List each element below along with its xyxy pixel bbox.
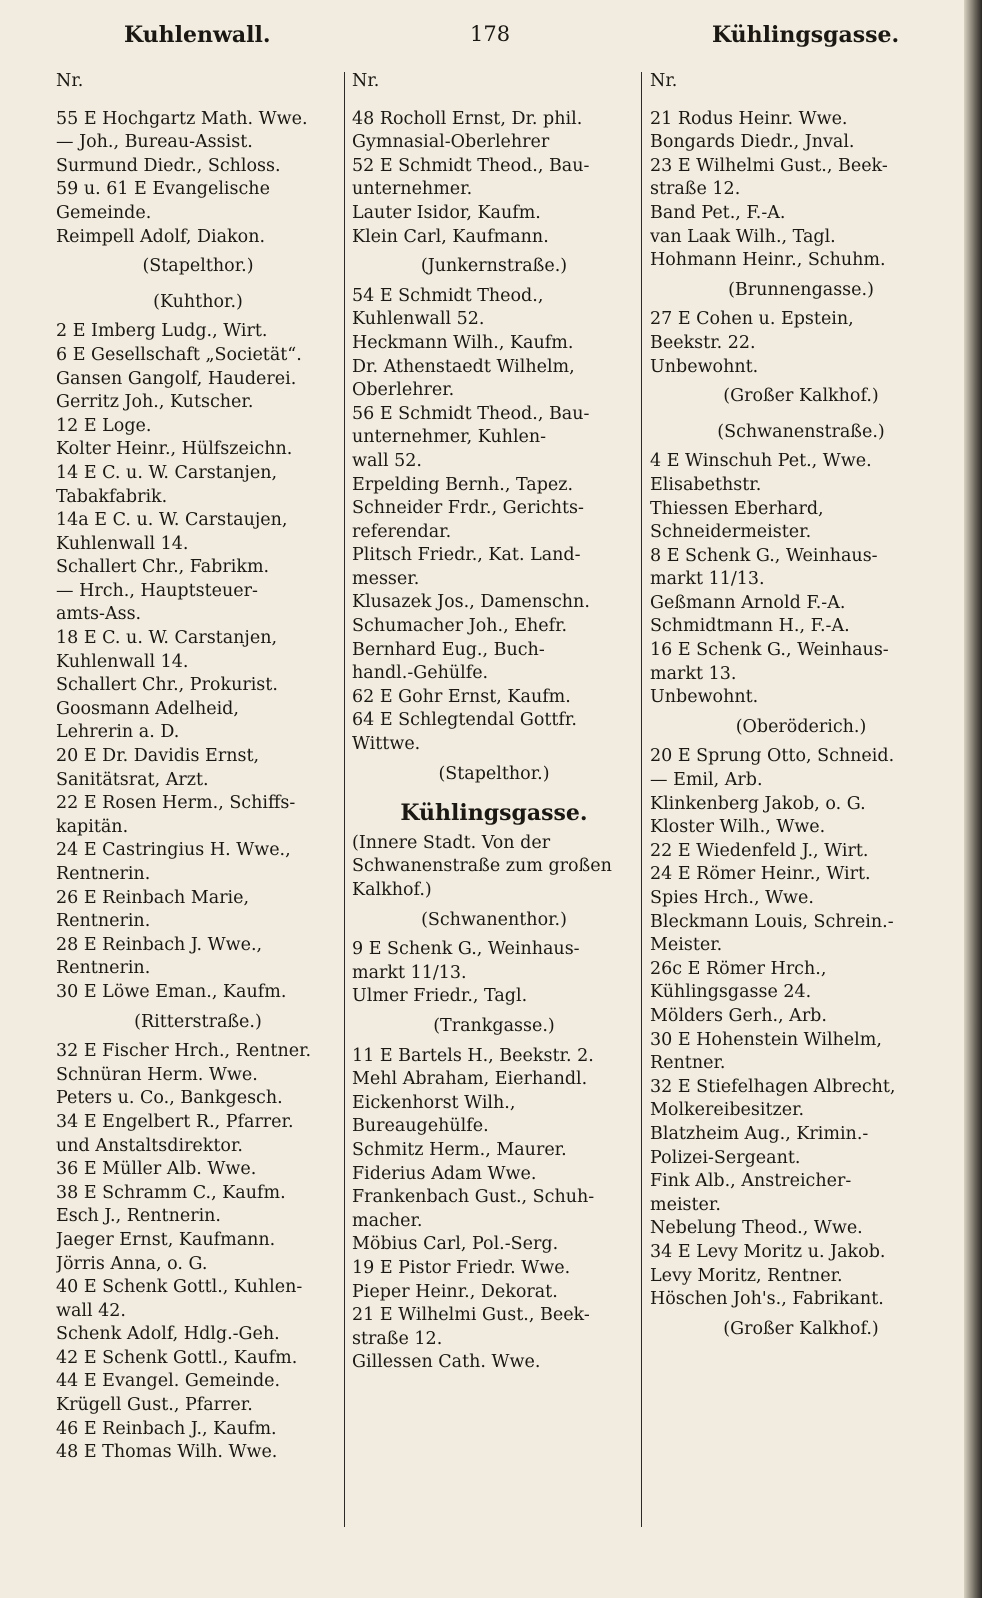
directory-entry: Polizei-Sergeant.	[650, 1147, 801, 1168]
directory-entry: — Emil, Arb.	[650, 770, 763, 791]
directory-entry: 52 E Schmidt Theod., Bau-	[352, 155, 590, 176]
directory-entry: Hohmann Heinr., Schuhm.	[650, 250, 886, 271]
section-heading: (Brunnengasse.)	[728, 279, 874, 300]
directory-entry: Bongards Diedr., Jnval.	[650, 132, 855, 153]
column-label: Nr.	[352, 71, 380, 91]
directory-entry: 24 E Römer Heinr., Wirt.	[650, 864, 871, 885]
directory-entry: 48 Rocholl Ernst, Dr. phil.	[352, 108, 583, 129]
directory-entry: 23 E Wilhelmi Gust., Beek-	[650, 155, 888, 176]
column-divider	[344, 72, 345, 1527]
directory-entry: 14 E C. u. W. Carstanjen,	[56, 462, 278, 483]
directory-entry: Schwanenstraße zum großen	[352, 856, 612, 877]
directory-entry: 28 E Reinbach J. Wwe.,	[56, 934, 263, 955]
directory-entry: 8 E Schenk G., Weinhaus-	[650, 545, 878, 566]
directory-entry: Kuhlenwall 14.	[56, 651, 189, 672]
directory-entry: 32 E Fischer Hrch., Rentner.	[56, 1041, 312, 1062]
directory-entry: Unbewohnt.	[650, 356, 759, 377]
directory-entry: 48 E Thomas Wilh. Wwe.	[56, 1442, 278, 1463]
directory-entry: Kuhlenwall 52.	[352, 309, 485, 330]
section-heading: (Trankgasse.)	[433, 1015, 555, 1036]
column-3	[650, 70, 952, 1530]
section-heading: (Schwanenthor.)	[421, 909, 567, 930]
directory-entry: 2 E Imberg Ludg., Wirt.	[56, 321, 268, 342]
directory-entry: 44 E Evangel. Gemeinde.	[56, 1371, 281, 1392]
directory-entry: Kalkhof.)	[352, 880, 432, 900]
directory-entry: Ulmer Friedr., Tagl.	[352, 986, 528, 1007]
directory-entry: Gansen Gangolf, Hauderei.	[56, 368, 297, 389]
section-heading: (Ritterstraße.)	[134, 1011, 262, 1032]
directory-entry: Plitsch Friedr., Kat. Land-	[352, 545, 581, 566]
directory-entry: Blatzheim Aug., Krimin.-	[650, 1123, 869, 1144]
directory-entry: van Laak Wilh., Tagl.	[650, 226, 836, 247]
directory-entry: Bureaugehülfe.	[352, 1116, 489, 1137]
directory-entry: Rentnerin.	[56, 911, 151, 932]
directory-entry: Kühlingsgasse 24.	[650, 982, 812, 1003]
directory-entry: Schallert Chr., Fabrikm.	[56, 557, 270, 578]
directory-entry: Goosmann Adelheid,	[56, 698, 239, 719]
directory-entry: messer.	[352, 568, 420, 589]
directory-entry: Lehrerin a. D.	[56, 722, 180, 743]
directory-entry: straße 12.	[352, 1328, 443, 1349]
directory-entry: Erpelding Bernh., Tapez.	[352, 474, 574, 495]
directory-entry: Gemeinde.	[56, 202, 152, 223]
directory-entry: 26c E Römer Hrch.,	[650, 958, 827, 979]
directory-entry: Lauter Isidor, Kaufm.	[352, 202, 541, 223]
directory-entry: Rentnerin.	[56, 864, 151, 884]
directory-entry: Heckmann Wilh., Kaufm.	[352, 332, 574, 353]
directory-entry: — Joh., Bureau-Assist.	[56, 132, 253, 153]
section-heading: (Oberöderich.)	[735, 716, 867, 737]
directory-entry: 24 E Castringius H. Wwe.,	[56, 840, 291, 861]
column-label: Nr.	[56, 71, 84, 91]
directory-entry: Jaeger Ernst, Kaufmann.	[56, 1229, 276, 1250]
directory-entry: Kuhlenwall 14.	[56, 533, 189, 554]
directory-entry: 32 E Stiefelhagen Albrecht,	[650, 1076, 896, 1097]
directory-entry: macher.	[352, 1210, 423, 1231]
directory-entry: 22 E Rosen Herm., Schiffs-	[56, 793, 296, 814]
directory-entry: 56 E Schmidt Theod., Bau-	[352, 403, 590, 424]
directory-entry: Jörris Anna, o. G.	[56, 1253, 208, 1274]
directory-entry: 36 E Müller Alb. Wwe.	[56, 1159, 257, 1180]
directory-entry: Kolter Heinr., Hülfszeichn.	[56, 439, 293, 460]
directory-entry: Beekstr. 22.	[650, 332, 756, 353]
directory-entry: Mölders Gerh., Arb.	[650, 1005, 827, 1026]
directory-entry: Klusazek Jos., Damenschn.	[352, 592, 590, 613]
directory-entry: 22 E Wiedenfeld J., Wirt.	[650, 840, 869, 861]
directory-entry: Schallert Chr., Prokurist.	[56, 675, 278, 696]
directory-entry: Spies Hrch., Wwe.	[650, 888, 814, 908]
directory-entry: Sanitätsrat, Arzt.	[56, 769, 209, 790]
directory-entry: Peters u. Co., Bankgesch.	[56, 1088, 283, 1109]
directory-entry: Fiderius Adam Wwe.	[352, 1163, 537, 1184]
directory-entry: Kloster Wilh., Wwe.	[650, 817, 826, 838]
directory-entry: Eickenhorst Wilh.,	[352, 1092, 516, 1113]
page-number: 178	[470, 22, 511, 46]
running-head-right: Kühlingsgasse.	[712, 22, 900, 48]
directory-entry: und Anstaltsdirektor.	[56, 1135, 243, 1156]
directory-entry: 19 E Pistor Friedr. Wwe.	[352, 1257, 571, 1278]
directory-entry: Levy Moritz, Rentner.	[650, 1265, 843, 1286]
directory-entry: Oberlehrer.	[352, 380, 455, 401]
directory-entry: Schmitz Herm., Maurer.	[352, 1139, 567, 1160]
column-1	[56, 70, 340, 1530]
directory-entry: Esch J., Rentnerin.	[56, 1206, 221, 1227]
directory-entry: Tabakfabrik.	[56, 486, 168, 507]
directory-entry: Schumacher Joh., Ehefr.	[352, 616, 568, 637]
directory-entry: (Innere Stadt. Von der	[352, 832, 551, 853]
directory-entry: Schnüran Herm. Wwe.	[56, 1064, 258, 1085]
directory-entry: wall 42.	[56, 1300, 126, 1321]
column-divider	[641, 72, 642, 1527]
directory-entry: 34 E Levy Moritz u. Jakob.	[650, 1241, 886, 1262]
directory-entry: Schneidermeister.	[650, 522, 812, 543]
directory-entry: 46 E Reinbach J., Kaufm.	[56, 1418, 277, 1439]
directory-entry: 42 E Schenk Gottl., Kaufm.	[56, 1347, 298, 1368]
directory-entry: Fink Alb., Anstreicher-	[650, 1171, 852, 1192]
directory-entry: Wittwe.	[352, 734, 421, 755]
directory-entry: 18 E C. u. W. Carstanjen,	[56, 628, 278, 649]
directory-entry: 30 E Löwe Eman., Kaufm.	[56, 981, 287, 1002]
directory-entry: markt 11/13.	[352, 962, 467, 983]
directory-entry: markt 13.	[650, 663, 737, 684]
book-spine-shadow	[964, 0, 982, 1598]
directory-entry: Höschen Joh's., Fabrikant.	[650, 1289, 884, 1310]
directory-entry: Band Pet., F.-A.	[650, 202, 786, 223]
directory-entry: Pieper Heinr., Dekorat.	[352, 1281, 558, 1302]
directory-entry: Rentnerin.	[56, 958, 151, 979]
directory-entry: 38 E Schramm C., Kaufm.	[56, 1182, 286, 1203]
directory-entry: 9 E Schenk G., Weinhaus-	[352, 939, 580, 960]
directory-entry: Surmund Diedr., Schloss.	[56, 155, 281, 176]
section-heading: (Kuhthor.)	[153, 291, 243, 312]
section-heading: (Junkernstraße.)	[420, 256, 568, 277]
directory-entry: 6 E Gesellschaft „Societät“.	[56, 344, 302, 365]
directory-entry: Frankenbach Gust., Schuh-	[352, 1187, 595, 1208]
directory-entry: Krügell Gust., Pfarrer.	[56, 1395, 253, 1416]
directory-entry: kapitän.	[56, 816, 129, 837]
directory-entry: 40 E Schenk Gottl., Kuhlen-	[56, 1277, 303, 1298]
directory-entry: Gillessen Cath. Wwe.	[352, 1352, 541, 1373]
directory-entry: Dr. Athenstaedt Wilhelm,	[352, 356, 575, 377]
directory-entry: unternehmer, Kuhlen-	[352, 427, 547, 448]
directory-entry: 59 u. 61 E Evangelische	[56, 179, 270, 200]
directory-entry: 20 E Dr. Davidis Ernst,	[56, 746, 260, 767]
directory-entry: Thiessen Eberhard,	[650, 498, 824, 519]
directory-entry: 34 E Engelbert R., Pfarrer.	[56, 1111, 294, 1132]
directory-entry: 12 E Loge.	[56, 415, 152, 436]
directory-entry: Schneider Frdr., Gerichts-	[352, 498, 584, 519]
directory-entry: 16 E Schenk G., Weinhaus-	[650, 640, 889, 661]
section-heading: (Großer Kalkhof.)	[723, 386, 879, 407]
directory-entry: 11 E Bartels H., Beekstr. 2.	[352, 1045, 594, 1066]
directory-entry: 14a E C. u. W. Carstaujen,	[56, 510, 288, 531]
directory-entry: 26 E Reinbach Marie,	[56, 887, 250, 908]
directory-entry: 20 E Sprung Otto, Schneid.	[650, 746, 895, 767]
directory-entry: 55 E Hochgartz Math. Wwe.	[56, 108, 308, 129]
directory-entry: Klein Carl, Kaufmann.	[352, 226, 549, 247]
section-heading: (Schwanenstraße.)	[717, 421, 885, 442]
directory-entry: Gerritz Joh., Kutscher.	[56, 392, 254, 413]
directory-entry: referendar.	[352, 521, 452, 542]
directory-entry: Elisabethstr.	[650, 474, 762, 495]
directory-entry: Möbius Carl, Pol.-Serg.	[352, 1234, 559, 1255]
directory-entry: 54 E Schmidt Theod.,	[352, 285, 544, 306]
directory-entry: 21 Rodus Heinr. Wwe.	[650, 108, 848, 129]
directory-entry: Rentner.	[650, 1053, 726, 1074]
section-heading: (Großer Kalkhof.)	[723, 1318, 879, 1339]
directory-entry: — Hrch., Hauptsteuer-	[56, 580, 258, 601]
directory-entry: Klinkenberg Jakob, o. G.	[650, 793, 866, 814]
street-title: Kühlingsgasse.	[400, 800, 588, 827]
column-2	[352, 70, 636, 1530]
directory-entry: 4 E Winschuh Pet., Wwe.	[650, 451, 872, 472]
directory-entry: Reimpell Adolf, Diakon.	[56, 226, 266, 247]
section-heading: (Stapelthor.)	[438, 763, 550, 784]
directory-entry: 64 E Schlegtendal Gottfr.	[352, 710, 577, 731]
directory-entry: Gymnasial-Oberlehrer	[352, 132, 550, 153]
directory-entry: Geßmann Arnold F.-A.	[650, 592, 846, 613]
directory-entry: unternehmer.	[352, 179, 473, 200]
directory-entry: Meister.	[650, 935, 723, 956]
section-heading: (Stapelthor.)	[142, 256, 254, 277]
directory-entry: Bleckmann Louis, Schrein.-	[650, 911, 894, 932]
directory-entry: Unbewohnt.	[650, 687, 759, 708]
directory-entry: 30 E Hohenstein Wilhelm,	[650, 1029, 882, 1050]
directory-entry: wall 52.	[352, 450, 422, 471]
directory-entry: straße 12.	[650, 179, 741, 200]
directory-entry: amts-Ass.	[56, 604, 142, 625]
directory-entry: meister.	[650, 1194, 721, 1215]
directory-entry: Schenk Adolf, Hdlg.-Geh.	[56, 1324, 280, 1345]
directory-entry: handl.-Gehülfe.	[352, 663, 489, 684]
directory-entry: 21 E Wilhelmi Gust., Beek-	[352, 1305, 590, 1326]
column-label: Nr.	[650, 71, 678, 91]
directory-entry: Molkereibesitzer.	[650, 1100, 805, 1121]
directory-entry: 62 E Gohr Ernst, Kaufm.	[352, 686, 571, 707]
directory-entry: 27 E Cohen u. Epstein,	[650, 309, 854, 330]
directory-entry: Schmidtmann H., F.-A.	[650, 616, 850, 637]
running-head-left: Kuhlenwall.	[124, 22, 271, 48]
directory-entry: Nebelung Theod., Wwe.	[650, 1218, 863, 1239]
directory-entry: markt 11/13.	[650, 569, 765, 590]
directory-entry: Mehl Abraham, Eierhandl.	[352, 1069, 588, 1090]
directory-entry: Bernhard Eug., Buch-	[352, 639, 545, 660]
